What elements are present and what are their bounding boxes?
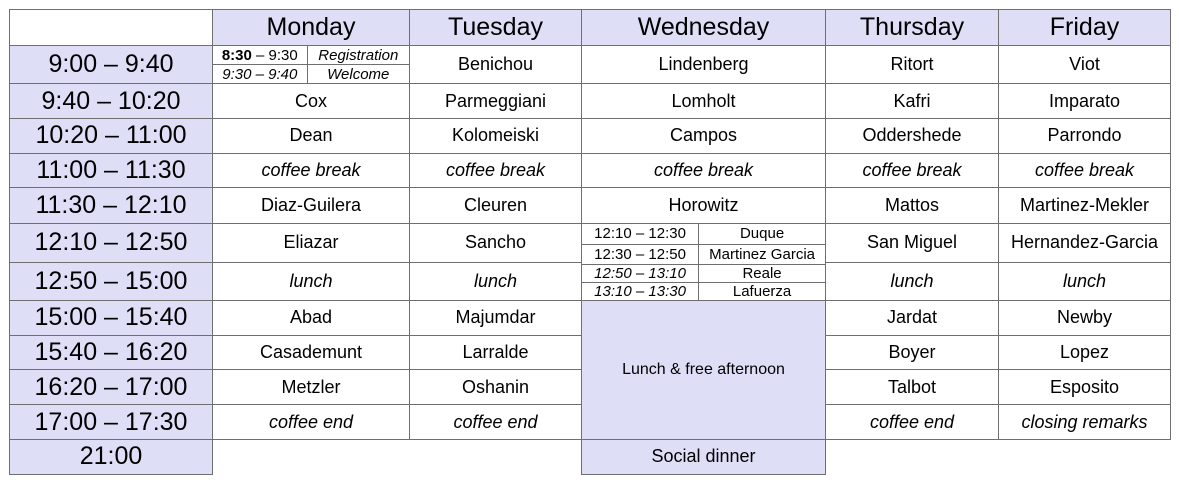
talk-time: 13:10 – 13:30 (582, 282, 699, 300)
time-label: 16:20 – 17:00 (10, 370, 213, 405)
session-wednesday: Lindenberg (582, 46, 826, 84)
talk-time: 12:10 – 12:30 (582, 224, 699, 244)
wednesday-short-talks-cell (582, 224, 826, 300)
session-friday: Imparato (999, 84, 1171, 118)
welcome-time: 9:30 – 9:40 (213, 65, 307, 84)
time-row (10, 46, 1171, 84)
time-label: 11:30 – 12:10 (10, 188, 213, 224)
time-label: 21:00 (10, 439, 213, 474)
session-monday: Abad (213, 300, 410, 335)
session-thursday: Mattos (826, 188, 999, 224)
session-wednesday: Horowitz (582, 188, 826, 224)
corner-cell (10, 10, 213, 46)
wednesday-short-talks (582, 224, 825, 299)
wednesday-free-afternoon: Lunch & free afternoon (582, 300, 826, 439)
session-thursday: Talbot (826, 370, 999, 405)
time-label: 10:20 – 11:00 (10, 118, 213, 153)
empty-cell (999, 439, 1171, 474)
coffee-end-thursday: coffee end (826, 405, 999, 439)
session-friday: Lopez (999, 336, 1171, 370)
day-header-thursday: Thursday (826, 10, 999, 46)
talk-speaker: Lafuerza (699, 282, 825, 300)
coffee-end-tuesday: coffee end (410, 405, 582, 439)
time-label: 17:00 – 17:30 (10, 405, 213, 439)
closing-remarks-friday: closing remarks (999, 405, 1171, 439)
session-tuesday: Cleuren (410, 188, 582, 224)
session-monday: Diaz-Guilera (213, 188, 410, 224)
time-row (10, 153, 1171, 187)
session-friday: Hernandez-Garcia (999, 224, 1171, 262)
social-dinner: Social dinner (582, 439, 826, 474)
lunch-monday: lunch (213, 262, 410, 300)
coffee-break-friday: coffee break (999, 153, 1171, 187)
session-tuesday: Larralde (410, 336, 582, 370)
coffee-break-wednesday: coffee break (582, 153, 826, 187)
day-header-tuesday: Tuesday (410, 10, 582, 46)
day-header-monday: Monday (213, 10, 410, 46)
session-friday: Esposito (999, 370, 1171, 405)
monday-opening-cell (213, 46, 410, 84)
empty-cell (213, 439, 410, 474)
session-thursday: Ritort (826, 46, 999, 84)
session-tuesday: Sancho (410, 224, 582, 262)
time-row (10, 118, 1171, 153)
session-monday: Casademunt (213, 336, 410, 370)
empty-cell (410, 439, 582, 474)
session-monday: Dean (213, 118, 410, 153)
talk-time: 12:50 – 13:10 (582, 264, 699, 282)
session-friday: Parrondo (999, 118, 1171, 153)
time-row (10, 84, 1171, 118)
day-header-wednesday: Wednesday (582, 10, 826, 46)
monday-opening-subtable (213, 46, 409, 83)
session-thursday: Kafri (826, 84, 999, 118)
time-row (10, 439, 1171, 474)
session-tuesday: Oshanin (410, 370, 582, 405)
registration-time: 8:30 – 9:30 (213, 46, 307, 65)
talk-speaker: Duque (699, 224, 825, 244)
talk-speaker: Martinez Garcia (699, 244, 825, 264)
day-header-friday: Friday (999, 10, 1171, 46)
time-row (10, 224, 1171, 262)
session-thursday: Oddershede (826, 118, 999, 153)
session-thursday: Jardat (826, 300, 999, 335)
session-friday: Martinez-Mekler (999, 188, 1171, 224)
coffee-break-monday: coffee break (213, 153, 410, 187)
time-row (10, 188, 1171, 224)
session-friday: Newby (999, 300, 1171, 335)
session-thursday: Boyer (826, 336, 999, 370)
time-label: 12:50 – 15:00 (10, 262, 213, 300)
time-row (10, 300, 1171, 335)
session-wednesday: Lomholt (582, 84, 826, 118)
time-label: 11:00 – 11:30 (10, 153, 213, 187)
time-label: 9:40 – 10:20 (10, 84, 213, 118)
time-label: 15:00 – 15:40 (10, 300, 213, 335)
time-label: 12:10 – 12:50 (10, 224, 213, 262)
empty-cell (826, 439, 999, 474)
registration-label: Registration (307, 46, 409, 65)
talk-time: 12:30 – 12:50 (582, 244, 699, 264)
session-tuesday: Majumdar (410, 300, 582, 335)
schedule-table (9, 9, 1171, 475)
lunch-tuesday: lunch (410, 262, 582, 300)
session-monday: Eliazar (213, 224, 410, 262)
time-label: 15:40 – 16:20 (10, 336, 213, 370)
coffee-end-monday: coffee end (213, 405, 410, 439)
session-tuesday: Benichou (410, 46, 582, 84)
coffee-break-thursday: coffee break (826, 153, 999, 187)
session-monday: Cox (213, 84, 410, 118)
header-row (10, 10, 1171, 46)
lunch-friday: lunch (999, 262, 1171, 300)
talk-speaker: Reale (699, 264, 825, 282)
time-label: 9:00 – 9:40 (10, 46, 213, 84)
lunch-thursday: lunch (826, 262, 999, 300)
welcome-label: Welcome (307, 65, 409, 84)
session-friday: Viot (999, 46, 1171, 84)
session-thursday: San Miguel (826, 224, 999, 262)
session-tuesday: Kolomeiski (410, 118, 582, 153)
session-wednesday: Campos (582, 118, 826, 153)
session-tuesday: Parmeggiani (410, 84, 582, 118)
session-monday: Metzler (213, 370, 410, 405)
coffee-break-tuesday: coffee break (410, 153, 582, 187)
